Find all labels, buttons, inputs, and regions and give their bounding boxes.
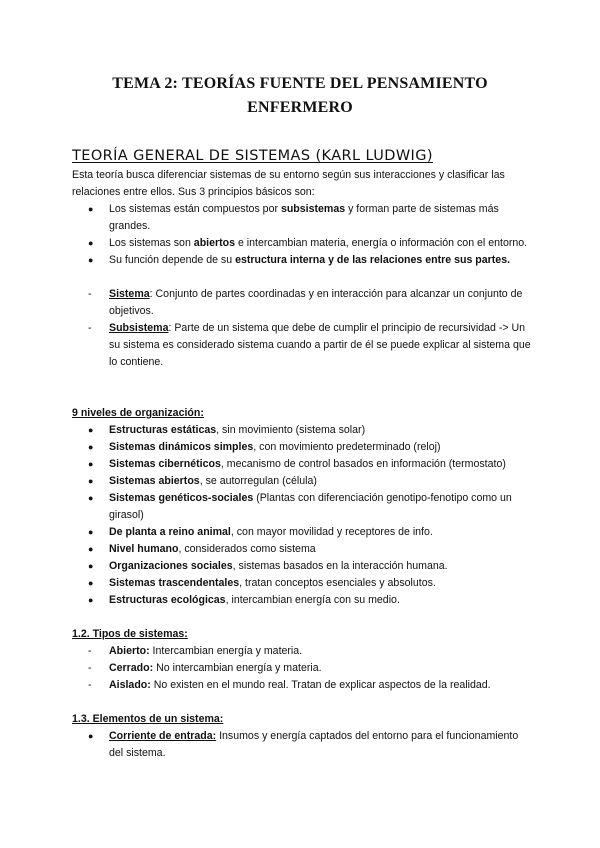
section-heading-sistemas: TEORÍA GENERAL DE SISTEMAS (KARL LUDWIG) (72, 148, 433, 164)
levels-heading: 9 niveles de organización: (72, 407, 204, 419)
dash-marker: - (88, 679, 92, 691)
bullet-icon: ● (88, 255, 94, 265)
elements-list (72, 728, 532, 762)
elements-section (72, 711, 532, 762)
dash-marker: - (88, 645, 92, 657)
list-item: ● De planta a reino animal, con mayor movilidad y receptores de info. (72, 524, 532, 541)
intro-paragraph: Esta teoría busca diferenciar sistemas de su entorno según sus interacciones y clasificar las relaciones entre ellos. Sus 3 principios básicos son: (72, 169, 505, 198)
bullet-icon: ● (88, 561, 94, 571)
types-section (72, 626, 532, 694)
types-list (72, 643, 532, 694)
bullet-icon: ● (88, 442, 94, 452)
list-item: - Sistema: Conjunto de partes coordinadas y en interacción para alcanzar un conjunto de objetivos. (88, 288, 523, 317)
principles-list (72, 201, 532, 269)
levels-list (72, 422, 532, 609)
bullet-icon: ● (88, 527, 94, 537)
list-item: ● Estructuras estáticas, sin movimiento (sistema solar) (72, 422, 532, 439)
list-item: ● Sistemas trascendentales, tratan conceptos esenciales y absolutos. (72, 575, 532, 592)
dash-marker: - (88, 322, 92, 334)
term-sistema: Sistema (109, 288, 150, 300)
bullet-icon: ● (88, 544, 94, 554)
bullet-icon: ● (88, 238, 94, 248)
bullet-icon: ● (88, 578, 94, 588)
bullet-icon: ● (88, 476, 94, 486)
dash-marker: - (88, 662, 92, 674)
list-item: ● Sistemas genéticos-sociales (Plantas con diferenciación genotipo-fenotipo como un girasol) (88, 492, 512, 521)
list-item: ● Los sistemas están compuestos por subsistemas y forman parte de sistemas más grandes. (88, 203, 499, 232)
list-item: ● Corriente de entrada: Insumos y energía captados del entorno para el funcionamiento del sistema. (88, 730, 519, 759)
list-item: - Abierto: Intercambian energía y materia. (72, 643, 532, 660)
bullet-icon: ● (88, 595, 94, 605)
list-item: ● Los sistemas son abiertos e intercambian materia, energía o información con el entorno. (72, 235, 532, 252)
bullet-icon: ● (88, 204, 94, 214)
title-line-2: ENFERMERO (247, 99, 353, 116)
bullet-icon: ● (88, 459, 94, 469)
list-item: ● Sistemas cibernéticos, mecanismo de control basados en información (termostato) (72, 456, 532, 473)
list-item: ● Sistemas abiertos, se autorregulan (célula) (72, 473, 532, 490)
definitions-list (72, 286, 532, 371)
bullet-icon: ● (88, 493, 94, 503)
page-title (60, 72, 540, 120)
list-item: ● Su función depende de su estructura interna y de las relaciones entre sus partes. (72, 252, 532, 269)
types-heading: 1.2. Tipos de sistemas: (72, 628, 188, 640)
dash-marker: - (88, 288, 92, 300)
list-item: ● Estructuras ecológicas, intercambian energía con su medio. (72, 592, 532, 609)
list-item: - Cerrado: No intercambian energía y materia. (72, 660, 532, 677)
list-item: - Subsistema: Parte de un sistema que debe de cumplir el principio de recursividad -> Un su sistema es considerado sistema cuando a partir de él se puede explicar al sistema que lo contiene. (88, 322, 531, 368)
levels-section (72, 405, 532, 609)
list-item: ● Sistemas dinámicos simples, con movimiento predeterminado (reloj) (72, 439, 532, 456)
title-line-1: TEMA 2: TEORÍAS FUENTE DEL PENSAMIENTO (112, 75, 488, 92)
list-item: ● Nivel humano, considerados como sistema (72, 541, 532, 558)
elements-heading: 1.3. Elementos de un sistema: (72, 713, 224, 725)
list-item: ● Organizaciones sociales, sistemas basados en la interacción humana. (72, 558, 532, 575)
term-subsistema: Subsistema (109, 322, 169, 334)
section-body (72, 167, 532, 371)
list-item: - Aislado: No existen en el mundo real. Tratan de explicar aspectos de la realidad. (72, 677, 532, 694)
bullet-icon: ● (88, 425, 94, 435)
bullet-icon: ● (88, 731, 94, 741)
